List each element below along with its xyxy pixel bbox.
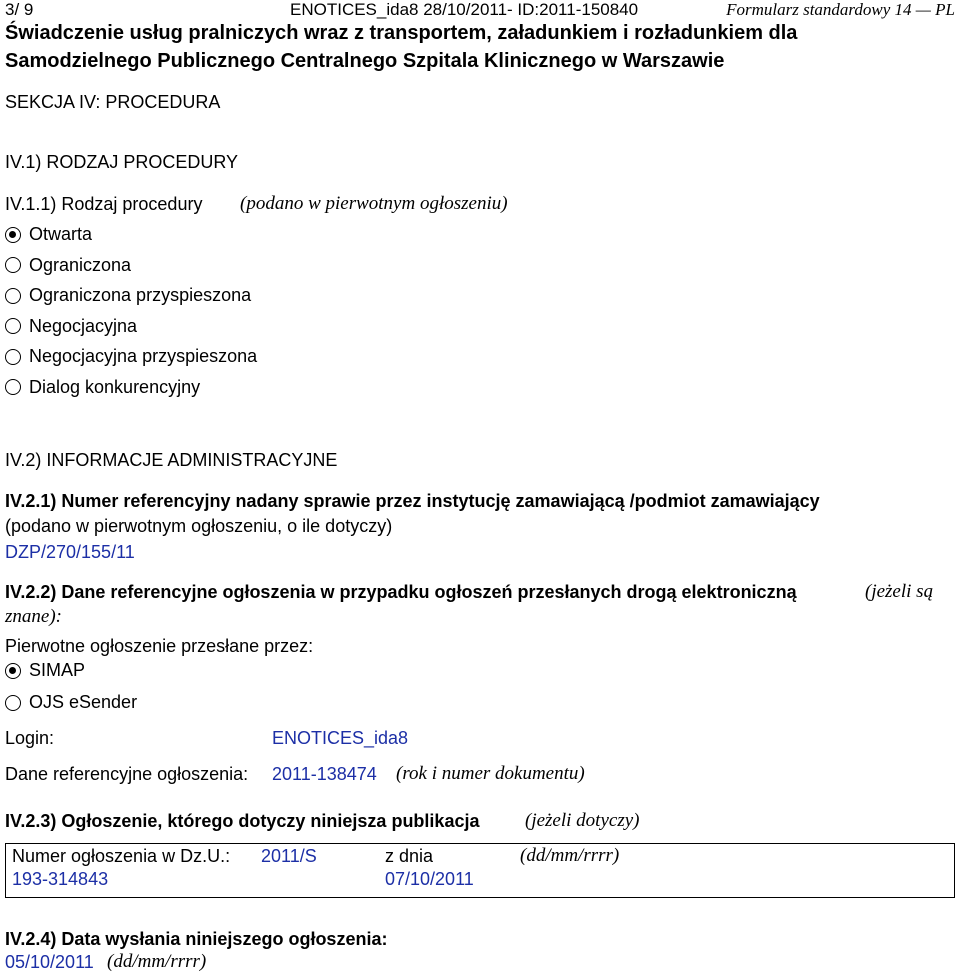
document-id: ENOTICES_ida8 28/10/2011- ID:2011-150840 (290, 0, 639, 19)
procedure-type-option-label: Otwarta (29, 224, 93, 244)
iv1-heading: IV.1) RODZAJ PROCEDURY (5, 152, 239, 172)
oj-date-value: 07/10/2011 (385, 869, 474, 889)
ref-number-note: (podano w pierwotnym ogłoszeniu, o ile dotyczy) (5, 516, 393, 536)
iv11-note: (podano w pierwotnym ogłoszeniu) (240, 193, 508, 214)
radio-selected-icon[interactable] (5, 663, 21, 679)
electronic-ref-label: IV.2.2) Dane referencyjne ogłoszenia w przypadku ogłoszeń przesłanych drogą elektroniczną (5, 582, 797, 602)
login-label: Login: (5, 728, 55, 748)
procedure-type-option-label: Negocjacyjna przyspieszona (29, 346, 258, 366)
oj-number-label: Numer ogłoszenia w Dz.U.: (12, 846, 231, 866)
procedure-type-option[interactable] (5, 285, 251, 306)
oj-date-label: z dnia (385, 846, 434, 866)
publication-note: (jeżeli dotyczy) (525, 810, 640, 831)
electronic-ref-note-cont: znane): (5, 606, 62, 627)
ref-number-value: DZP/270/155/11 (5, 542, 135, 562)
sent-by-option[interactable] (5, 692, 137, 713)
sent-by-option-label: OJS eSender (29, 692, 138, 712)
procedure-type-option[interactable] (5, 346, 257, 367)
sent-date-format: (dd/mm/rrrr) (107, 951, 207, 972)
electronic-ref-note: (jeżeli są (865, 581, 934, 602)
procedure-type-option-label: Ograniczona przyspieszona (29, 285, 252, 305)
procedure-type-option[interactable] (5, 377, 200, 398)
radio-empty-icon[interactable] (5, 318, 21, 334)
sent-by-label: Pierwotne ogłoszenie przesłane przez: (5, 636, 314, 656)
oj-number-part2: 193-314843 (12, 869, 109, 889)
procedure-type-option[interactable] (5, 224, 92, 245)
procedure-type-option-label: Dialog konkurencyjny (29, 376, 201, 397)
login-value: ENOTICES_ida8 (272, 728, 409, 748)
iv2-heading: IV.2) INFORMACJE ADMINISTRACYJNE (5, 450, 338, 470)
oj-number-part1: 2011/S (261, 846, 317, 866)
form-name: Formularz standardowy 14 — PL (726, 0, 955, 19)
sent-date-label: IV.2.4) Data wysłania niniejszego ogłoszenia: (5, 929, 388, 949)
notice-ref-value: 2011-138474 (272, 764, 377, 784)
procedure-type-option-label: Negocjacyjna (29, 315, 138, 336)
radio-selected-icon[interactable] (5, 227, 21, 243)
notice-title-line2: Samodzielnego Publicznego Centralnego Szpitala Klinicznego w Warszawie (5, 50, 725, 72)
ref-number-label: IV.2.1) Numer referencyjny nadany sprawie przez instytucję zamawiającą /podmiot zamawiający (5, 491, 820, 511)
procedure-type-option-label: Ograniczona (29, 254, 132, 275)
notice-ref-label: Dane referencyjne ogłoszenia: (5, 764, 249, 784)
sent-by-option-label: SIMAP (29, 660, 86, 680)
radio-empty-icon[interactable] (5, 349, 21, 365)
radio-empty-icon[interactable] (5, 288, 21, 304)
notice-ref-note: (rok i numer dokumentu) (396, 763, 585, 784)
oj-date-format: (dd/mm/rrrr) (520, 845, 620, 866)
radio-empty-icon[interactable] (5, 379, 21, 395)
iv11-label: IV.1.1) Rodzaj procedury (5, 194, 203, 214)
procedure-type-option[interactable] (5, 316, 137, 337)
notice-title-line1: Świadczenie usług pralniczych wraz z transportem, załadunkiem i rozładunkiem dla (5, 22, 798, 44)
procedure-type-option[interactable] (5, 255, 131, 276)
sent-date-value: 05/10/2011 (5, 952, 94, 972)
radio-empty-icon[interactable] (5, 257, 21, 273)
page-number: 3/ 9 (5, 0, 34, 19)
publication-label: IV.2.3) Ogłoszenie, którego dotyczy niniejsza publikacja (5, 811, 480, 831)
sent-by-option[interactable] (5, 660, 85, 681)
section-heading: SEKCJA IV: PROCEDURA (5, 92, 221, 112)
radio-empty-icon[interactable] (5, 695, 21, 711)
